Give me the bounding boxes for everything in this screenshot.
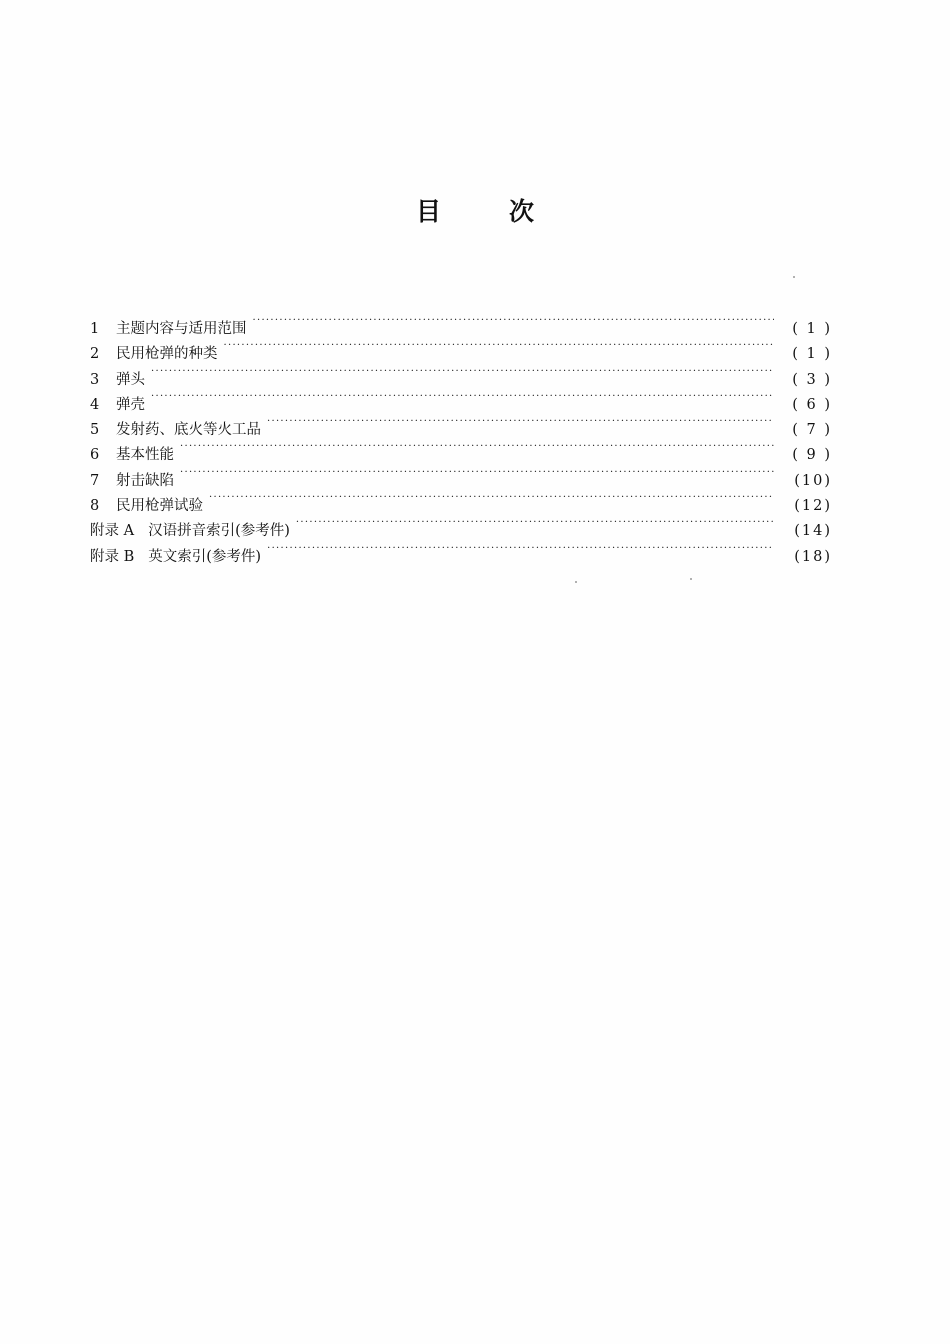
toc-entry-page: ( 6 ) [792,396,832,413]
toc-entry-label: 发射药、底火等火工品 [116,422,261,439]
toc-entry-label: 汉语拼音索引(参考件) [148,523,290,540]
page-title-char-1: 目 [415,197,441,226]
toc-entry-label: 弹头 [116,371,145,388]
scan-speck [690,578,692,580]
toc-leader-dots [151,384,774,409]
toc-leader-dots [151,359,774,384]
toc-entry-page: ( 9 ) [792,447,832,464]
scan-speck [575,581,577,583]
toc-entry-label: 主题内容与适用范围 [116,321,247,337]
toc-leader-dots [224,333,775,358]
toc-entry-number: 2 [90,346,100,363]
toc-entry-1[interactable] [90,308,832,337]
toc-entry-3[interactable] [90,359,832,388]
toc-entry-number: 5 [90,422,100,439]
toc-entry-number: 3 [90,371,100,388]
toc-entry-8[interactable] [90,485,832,515]
toc-leader-dots [180,434,774,459]
toc-entry-label: 弹壳 [116,396,145,413]
toc-entry-page: (18) [794,548,832,565]
toc-entry-label: 英文索引(参考件) [148,548,262,565]
toc-leader-dots [209,485,774,510]
toc-entry-page: ( 1 ) [792,321,832,337]
toc-entry-4[interactable] [90,384,832,413]
toc-entry-number: 8 [90,498,100,515]
toc-entry-page: ( 1 ) [792,346,832,363]
toc-leader-dots [253,308,775,333]
toc-entry-number: 1 [90,321,100,337]
page-title [0,192,950,228]
toc-entry-page: (10) [794,472,832,489]
toc-entry-number: 4 [90,396,100,413]
toc-entry-label: 基本性能 [116,447,174,464]
toc-entry-label: 民用枪弹试验 [116,498,203,515]
toc-entry-number: 附录 A [90,523,135,540]
toc-leader-dots [180,460,774,485]
table-of-contents [90,308,832,565]
toc-entry-6[interactable] [90,434,832,464]
toc-entry-5[interactable] [90,409,832,439]
scan-speck [793,276,795,278]
toc-entry-page: (12) [794,498,832,515]
toc-entry-page: (14) [794,523,832,540]
toc-entry-number: 附录 B [90,548,135,565]
toc-leader-dots [267,409,774,434]
toc-entry-7[interactable] [90,460,832,489]
toc-entry-number: 6 [90,447,100,464]
page-title-char-2: 次 [509,197,535,226]
toc-leader-dots [267,536,774,561]
toc-entry-page: ( 3 ) [792,371,832,388]
toc-leader-dots [296,510,774,535]
toc-entry-label: 射击缺陷 [116,472,174,489]
toc-entry-label: 民用枪弹的种类 [116,346,218,363]
toc-entry-page: ( 7 ) [792,422,832,439]
toc-entry-number: 7 [90,472,100,489]
